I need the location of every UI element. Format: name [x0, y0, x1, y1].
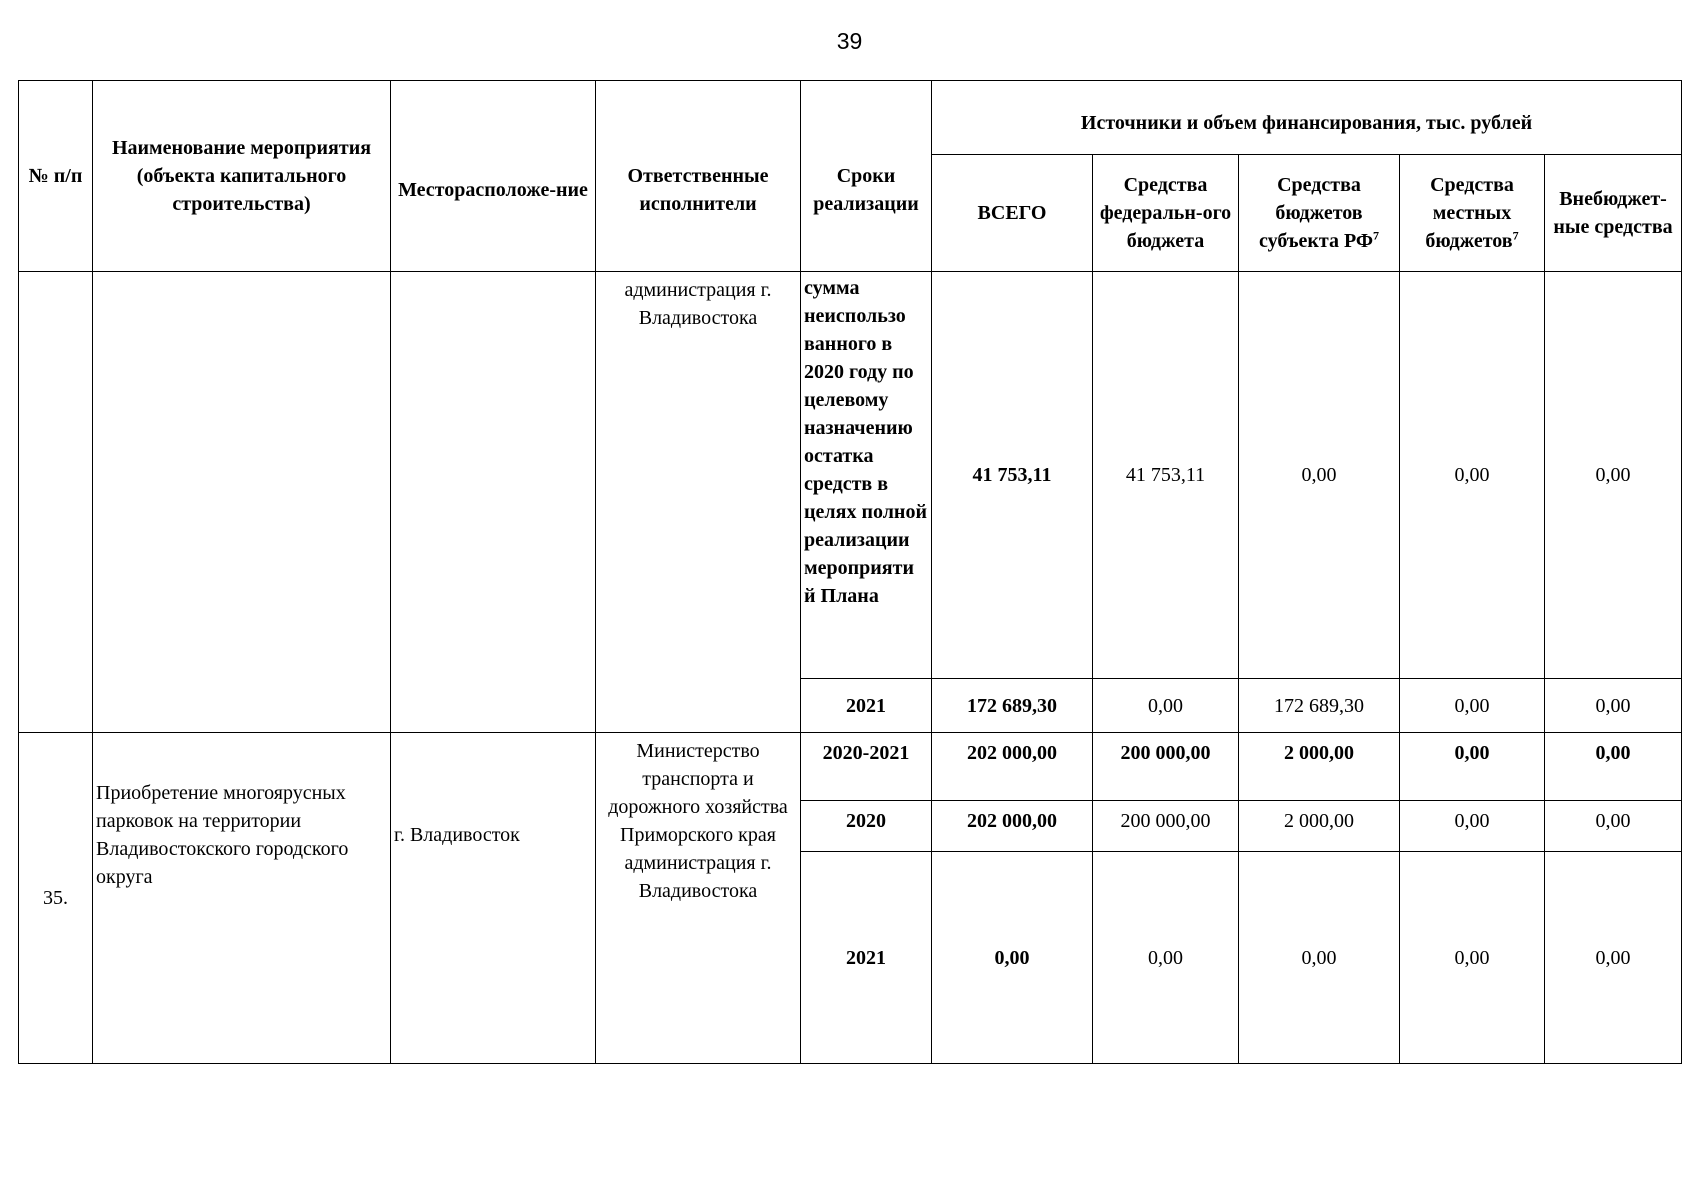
header-name: Наименование мероприятия (объекта капитального строительства): [93, 81, 391, 272]
header-period: Сроки реализации: [801, 81, 932, 272]
header-extra: Внебюджет-ные средства: [1545, 155, 1682, 272]
cont-local: 0,00: [1400, 679, 1545, 733]
cont-num-cell: [19, 272, 93, 733]
item35-regional: 2 000,00: [1239, 733, 1400, 801]
item35-local: 0,00: [1400, 801, 1545, 852]
item35-name: Приобретение многоярусных парковок на территории Владивостокского городского округа: [93, 733, 391, 1064]
item35-total: 202 000,00: [932, 733, 1093, 801]
header-local: Средства местных бюджетов$^7$: [1400, 155, 1545, 272]
cont-name-cell: [93, 272, 391, 733]
table-row: [19, 272, 1682, 679]
header-location: Месторасположе-ние: [391, 81, 596, 272]
page-number: 39: [836, 28, 863, 54]
item35-federal: 200 000,00: [1093, 801, 1239, 852]
table-row: [19, 733, 1682, 801]
financing-table: [18, 80, 1682, 1064]
header-responsible: Ответственные исполнители: [596, 81, 801, 272]
item35-local: 0,00: [1400, 852, 1545, 1064]
table-header: [19, 81, 1682, 272]
cont-extra: 0,00: [1545, 272, 1682, 679]
cont-extra: 0,00: [1545, 679, 1682, 733]
header-federal: Средства федеральн-ого бюджета: [1093, 155, 1239, 272]
item35-extra: 0,00: [1545, 801, 1682, 852]
item35-period: 2021: [801, 852, 932, 1064]
item35-federal: 200 000,00: [1093, 733, 1239, 801]
cont-period: сумма неиспользо ванного в 2020 году по целевому назначению остатка средств в целях полной реализации мероприяти й Плана: [801, 272, 932, 679]
header-total: ВСЕГО: [932, 155, 1093, 272]
header-regional: Средства бюджетов субъекта $РФ^7$: [1239, 155, 1400, 272]
item35-regional: 2 000,00: [1239, 801, 1400, 852]
item35-location: г. Владивосток: [391, 733, 596, 1064]
item35-local: 0,00: [1400, 733, 1545, 801]
cont-local: 0,00: [1400, 272, 1545, 679]
item35-num: 35.: [19, 733, 93, 1064]
item35-total: 202 000,00: [932, 801, 1093, 852]
item35-period: 2020-2021: [801, 733, 932, 801]
item35-period: 2020: [801, 801, 932, 852]
item35-extra: 0,00: [1545, 733, 1682, 801]
item35-federal: 0,00: [1093, 852, 1239, 1064]
item35-responsible: Министерство транспорта и дорожного хозяйства Приморского края администрация г. Владивостока: [596, 733, 801, 1064]
cont-federal: 41 753,11: [1093, 272, 1239, 679]
cont-regional: 172 689,30: [1239, 679, 1400, 733]
cont-total: 172 689,30: [932, 679, 1093, 733]
cont-location-cell: [391, 272, 596, 733]
cont-federal: 0,00: [1093, 679, 1239, 733]
cont-responsible: администрация г. Владивостока: [596, 272, 801, 733]
cont-total: 41 753,11: [932, 272, 1093, 679]
header-funding-group: Источники и объем финансирования, тыс. рублей: [932, 81, 1682, 155]
item35-regional: 0,00: [1239, 852, 1400, 1064]
item35-extra: 0,00: [1545, 852, 1682, 1064]
cont-period: 2021: [801, 679, 932, 733]
item35-total: 0,00: [932, 852, 1093, 1064]
cont-regional: 0,00: [1239, 272, 1400, 679]
header-num: № п/п: [19, 81, 93, 272]
